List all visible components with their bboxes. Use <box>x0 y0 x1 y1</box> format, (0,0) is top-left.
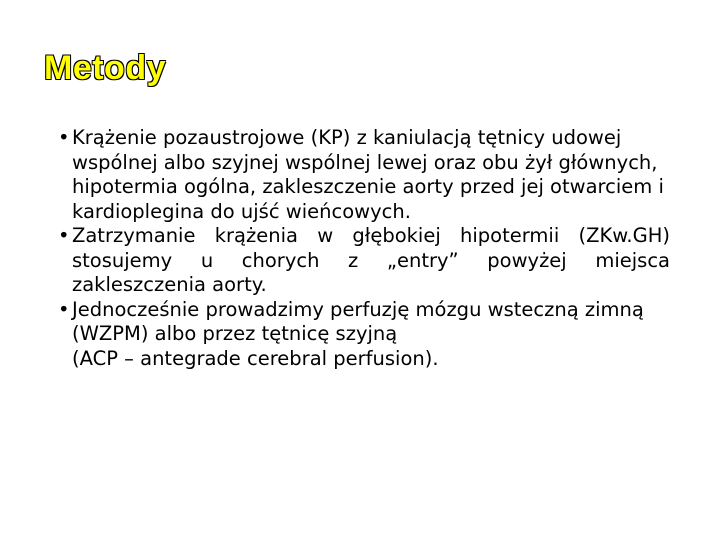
bullet-icon: • <box>58 297 70 321</box>
bullet-item <box>58 298 670 347</box>
continuation-text: (ACP – antegrade cerebral perfusion). <box>72 346 439 370</box>
slide-body <box>58 126 670 371</box>
bullet-item <box>58 126 670 224</box>
bullet-item <box>58 224 670 298</box>
bullet-icon: • <box>58 224 70 247</box>
bullet-icon: • <box>58 126 70 149</box>
slide-title: Metody <box>44 49 166 87</box>
bullet-text: Jednocześnie prowadzimy perfuzję mózgu wsteczną zimną (WZPM) albo przez tętnicę szyjną <box>72 297 644 345</box>
bullet-text: Zatrzymanie krążenia w głębokiej hipotermii (ZKw.GH) stosujemy u chorych z „entry” powyżej miejsca zakleszczenia aorty. <box>72 224 670 296</box>
bullet-text: Krążenie pozaustrojowe (KP) z kaniulacją tętnicy udowej wspólnej albo szyjnej wspólnej lewej oraz obu żył głównych, hipotermia ogólna, zakleszczenie aorty przed jej otwarciem i kardioplegina do ujść wieńcowych. <box>72 126 664 223</box>
